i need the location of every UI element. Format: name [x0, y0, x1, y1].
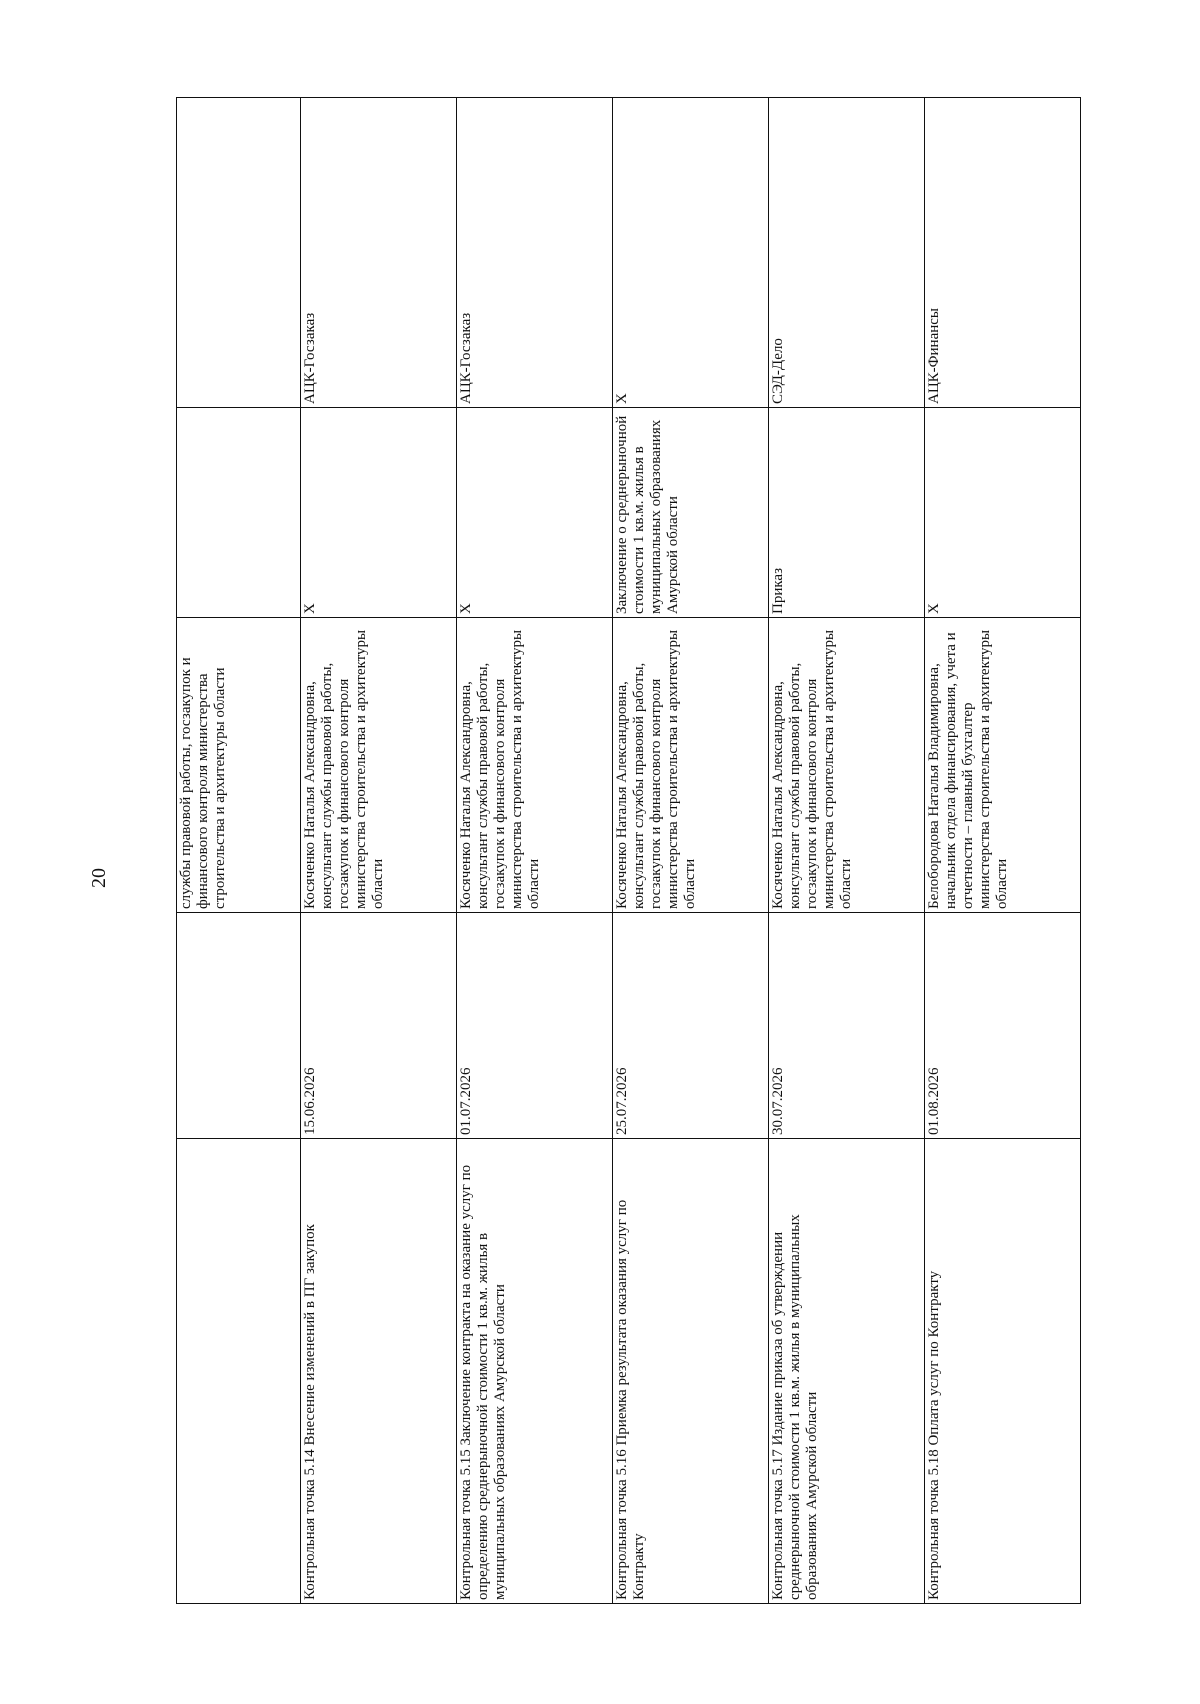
responsible-cell: Косяченко Наталья Александровна, консультант службы правовой работы, госзакупок и финансового контроля министерства строительства и архитектуры области	[301, 618, 457, 913]
control-point-name-cell: Контрольная точка 5.18 Оплата услуг по Контракту	[925, 1139, 1081, 1604]
responsible-cell: Косяченко Наталья Александровна, консультант службы правовой работы, госзакупок и финансового контроля министерства строительства и архитектуры области	[769, 618, 925, 913]
system-cell: АЦК-Финансы	[925, 98, 1081, 408]
table-row	[925, 98, 1081, 1604]
date-cell: 25.07.2026	[613, 913, 769, 1139]
system-cell: АЦК-Госзаказ	[457, 98, 613, 408]
table-row	[613, 98, 769, 1604]
system-cell	[177, 98, 301, 408]
responsible-cell: Косяченко Наталья Александровна, консультант службы правовой работы, госзакупок и финансового контроля министерства строительства и архитектуры области	[457, 618, 613, 913]
date-cell: 30.07.2026	[769, 913, 925, 1139]
document-cell: X	[457, 408, 613, 618]
system-cell: АЦК-Госзаказ	[301, 98, 457, 408]
document-cell: X	[301, 408, 457, 618]
control-point-name-cell: Контрольная точка 5.14 Внесение изменений в ПГ закупок	[301, 1139, 457, 1604]
page-number: 20	[88, 868, 110, 888]
document-cell	[177, 408, 301, 618]
date-cell: 15.06.2026	[301, 913, 457, 1139]
system-cell: X	[613, 98, 769, 408]
document-cell: Заключение о среднерыночной стоимости 1 кв.м. жилья в муниципальных образованиях Амурской области	[613, 408, 769, 618]
responsible-cell: службы правовой работы, госзакупок и финансового контроля министерства строительства и архитектуры области	[177, 618, 301, 913]
date-cell	[177, 913, 301, 1139]
responsible-cell: Косяченко Наталья Александровна, консультант службы правовой работы, госзакупок и финансового контроля министерства строительства и архитектуры области	[613, 618, 769, 913]
date-cell: 01.07.2026	[457, 913, 613, 1139]
table-container	[176, 98, 1080, 1604]
table-row	[457, 98, 613, 1604]
control-points-table	[176, 97, 1081, 1604]
document-cell: Приказ	[769, 408, 925, 618]
control-point-name-cell	[177, 1139, 301, 1604]
document-cell: X	[925, 408, 1081, 618]
table-row	[769, 98, 925, 1604]
date-cell: 01.08.2026	[925, 913, 1081, 1139]
control-point-name-cell: Контрольная точка 5.16 Приемка результата оказания услуг по Контракту	[613, 1139, 769, 1604]
table-row	[177, 98, 301, 1604]
table-row	[301, 98, 457, 1604]
system-cell: СЭД-Дело	[769, 98, 925, 408]
control-point-name-cell: Контрольная точка 5.17 Издание приказа об утверждении среднерыночной стоимости 1 кв.м. жилья в муниципальных образованиях Амурской области	[769, 1139, 925, 1604]
control-point-name-cell: Контрольная точка 5.15 Заключение контракта на оказание услуг по определению среднерыночной стоимости 1 кв.м. жилья в муниципальных образованиях Амурской области	[457, 1139, 613, 1604]
responsible-cell: Белобородова Наталья Владимировна, начальник отдела финансирования, учета и отчетности – главный бухгалтер министерства строительства и архитектуры области	[925, 618, 1081, 913]
